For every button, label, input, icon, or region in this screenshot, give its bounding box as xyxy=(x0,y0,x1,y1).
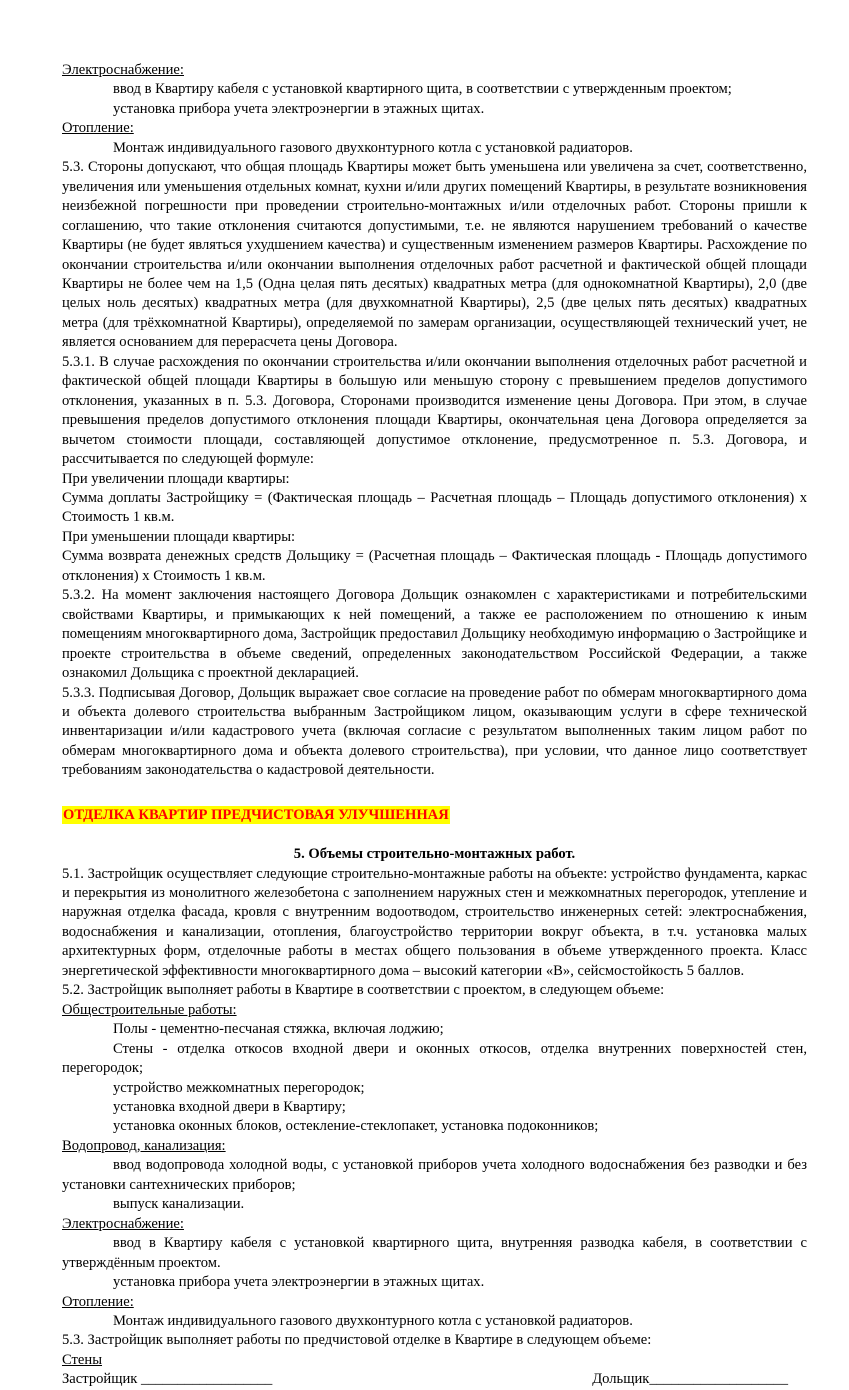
list-item: Монтаж индивидуального газового двухконтурного котла с установкой радиаторов. xyxy=(113,139,633,156)
list-item: Стены - отделка откосов входной двери и оконных откосов, отделка внутренних поверхностей стен, перегородок; xyxy=(62,1040,807,1077)
list-item: выпуск канализации. xyxy=(113,1196,245,1213)
section-title: 5. Объемы строительно-монтажных работ. xyxy=(293,846,576,863)
paragraph-5-3-finishing: 5.3. Застройщик выполняет работы по предчистовой отделке в Квартире в следующем объеме: xyxy=(62,1332,652,1349)
section-label: Электроснабжение: xyxy=(62,62,184,78)
section-label: Отопление: xyxy=(62,120,134,137)
section-label: Водопровод, канализация: xyxy=(62,1137,226,1154)
highlighted-heading: ОТДЕЛКА КВАРТИР ПРЕДЧИСТОВАЯ УЛУЧШЕННАЯ xyxy=(63,807,449,824)
list-item: ввод в Квартиру кабеля с установкой квартирного щита, в соответствии с утвержденным проектом; xyxy=(113,81,732,98)
formula-label: При увеличении площади квартиры: xyxy=(62,470,290,487)
section-label: Отопление: xyxy=(62,1293,134,1310)
paragraph-5-1: 5.1. Застройщик осуществляет следующие строительно-монтажные работы на объекте: устройство фундамента, каркас и перекрытия из монолитного железобетона с заполнением наружных стен и межкомнатных перегородок, утепление и наружная отделка фасада, кровля с внутренним водоотводом, строительство инженерных сетей: электроснабжения, водоснабжения и канализации, отопления, благоустройство территории вокруг объекта, в т.ч. установка малых архитектурных форм, отделочные работы в местах общего пользования в объеме утвержденного проекта. Класс энергетической эффективности многоквартирного дома – высокий категории «В», сейсмостойкость 5 баллов. xyxy=(62,865,807,979)
list-item: ввод водопровода холодной воды, с установкой приборов учета холодного водоснабжения без разводки и без установки сантехнических приборов; xyxy=(62,1157,807,1193)
list-item: установка оконных блоков, остекление-стеклопакет, установка подоконников; xyxy=(113,1118,599,1135)
paragraph-5-3: 5.3. Стороны допускают, что общая площадь Квартиры может быть уменьшена или увеличена за счет, соответственно, увеличения или уменьшения отдельных комнат, кухни и/или других помещений Квартиры, в результате возникновения неизбежной погрешности при проведении строительно-монтажных и/или отделочных работ. Стороны пришли к соглашению, что такие отклонения считаются допустимыми, т.е. не являются нарушением требований о качестве Квартиры (не будет являться ухудшением качества) и существенным изменением размеров Квартиры. Расхождение по окончании строительства и/или окончании выполнения отделочных работ расчетной и фактической общей площади Квартиры не более чем на 1,5 (Одна целая пять десятых) квадратных метра (для однокомнатной Квартиры), 2,0 (две целых ноль десятых) квадратных метра (для двухкомнатной Квартиры), 2,5 (две целых пять десятых) квадратных метра (для трёхкомнатной Квартиры), определяемой по замерам организации, осуществляющей технический учет, не является основанием для перерасчета цены Договора. xyxy=(62,159,807,351)
paragraph-5-3-1: 5.3.1. В случае расхождения по окончании строительства и/или окончании выполнения отделочных работ расчетной и фактической общей площади Квартиры в большую или меньшую сторону с превышением пределов допустимого отклонения, указанных в п. 5.3. Договора, Сторонами производится изменение цены Договора. При этом, в случае превышения пределов допустимого отклонения площади Квартиры, окончательная цена Договора определяется за вычетом стоимости площади, составляющей допустимое отклонение, предусмотренное п. 5.3. Договора, и рассчитывается по следующей формуле: xyxy=(62,353,807,468)
list-item: Монтаж индивидуального газового двухконтурного котла с установкой радиаторов. xyxy=(113,1312,633,1329)
formula: Сумма возврата денежных средств Дольщику = (Расчетная площадь – Фактическая площадь - Площадь допустимого отклонения) х Стоимость 1 кв.м. xyxy=(62,548,807,584)
list-item: установка прибора учета электроэнергии в этажных щитах. xyxy=(113,100,485,117)
section-label: Электроснабжение: xyxy=(62,1215,184,1232)
document-page xyxy=(62,61,807,1390)
list-item: установка входной двери в Квартиру; xyxy=(113,1098,346,1115)
signature-line xyxy=(62,1370,788,1389)
formula: Сумма доплаты Застройщику = (Фактическая площадь – Расчетная площадь – Площадь допустимого отклонения) х Стоимость 1 кв.м. xyxy=(62,489,807,526)
paragraph-5-3-2: 5.3.2. На момент заключения настоящего Договора Дольщик ознакомлен с характеристиками и потребительскими свойствами Квартиры, и примыкающих к ней помещений, а также ее расположением по отношению к иным помещениям многоквартирного дома, Застройщик предоставил Дольщику необходимую информацию о Застройщике и проекте строительства в объеме сведений, определенных законодательством Российской Федерации, а также ознакомил Дольщика с проектной декларацией. xyxy=(62,587,807,682)
formula-label: При уменьшении площади квартиры: xyxy=(62,528,296,545)
paragraph-5-2: 5.2. Застройщик выполняет работы в Квартире в соответствии с проектом, в следующем объеме: xyxy=(62,982,665,999)
shareholder-signature: Дольщик___________________ xyxy=(592,1371,788,1388)
section-label: Стены xyxy=(62,1351,103,1368)
section-label: Общестроительные работы: xyxy=(62,1001,237,1018)
list-item: установка прибора учета электроэнергии в этажных щитах. xyxy=(113,1274,485,1291)
list-item: ввод в Квартиру кабеля с установкой квартирного щита, внутренняя разводка кабеля, в соответствии с утверждённым проектом. xyxy=(62,1235,807,1271)
developer-signature: Застройщик __________________ xyxy=(62,1371,273,1388)
list-item: Полы - цементно-песчаная стяжка, включая лоджию; xyxy=(113,1021,444,1038)
list-item: устройство межкомнатных перегородок; xyxy=(113,1079,365,1096)
paragraph-5-3-3: 5.3.3. Подписывая Договор, Дольщик выражает свое согласие на проведение работ по обмерам многоквартирного дома и объекта долевого строительства выбранным Застройщиком лицом, оказывающим услуги в сфере технической инвентаризации и/или кадастрового учета (включая согласие с результатом выполненных таким лицом работ по обмерам многоквартирного дома и объекта долевого строительства), при условии, что данное лицо соответствует требованиям законодательства о кадастровой деятельности. xyxy=(62,684,807,779)
